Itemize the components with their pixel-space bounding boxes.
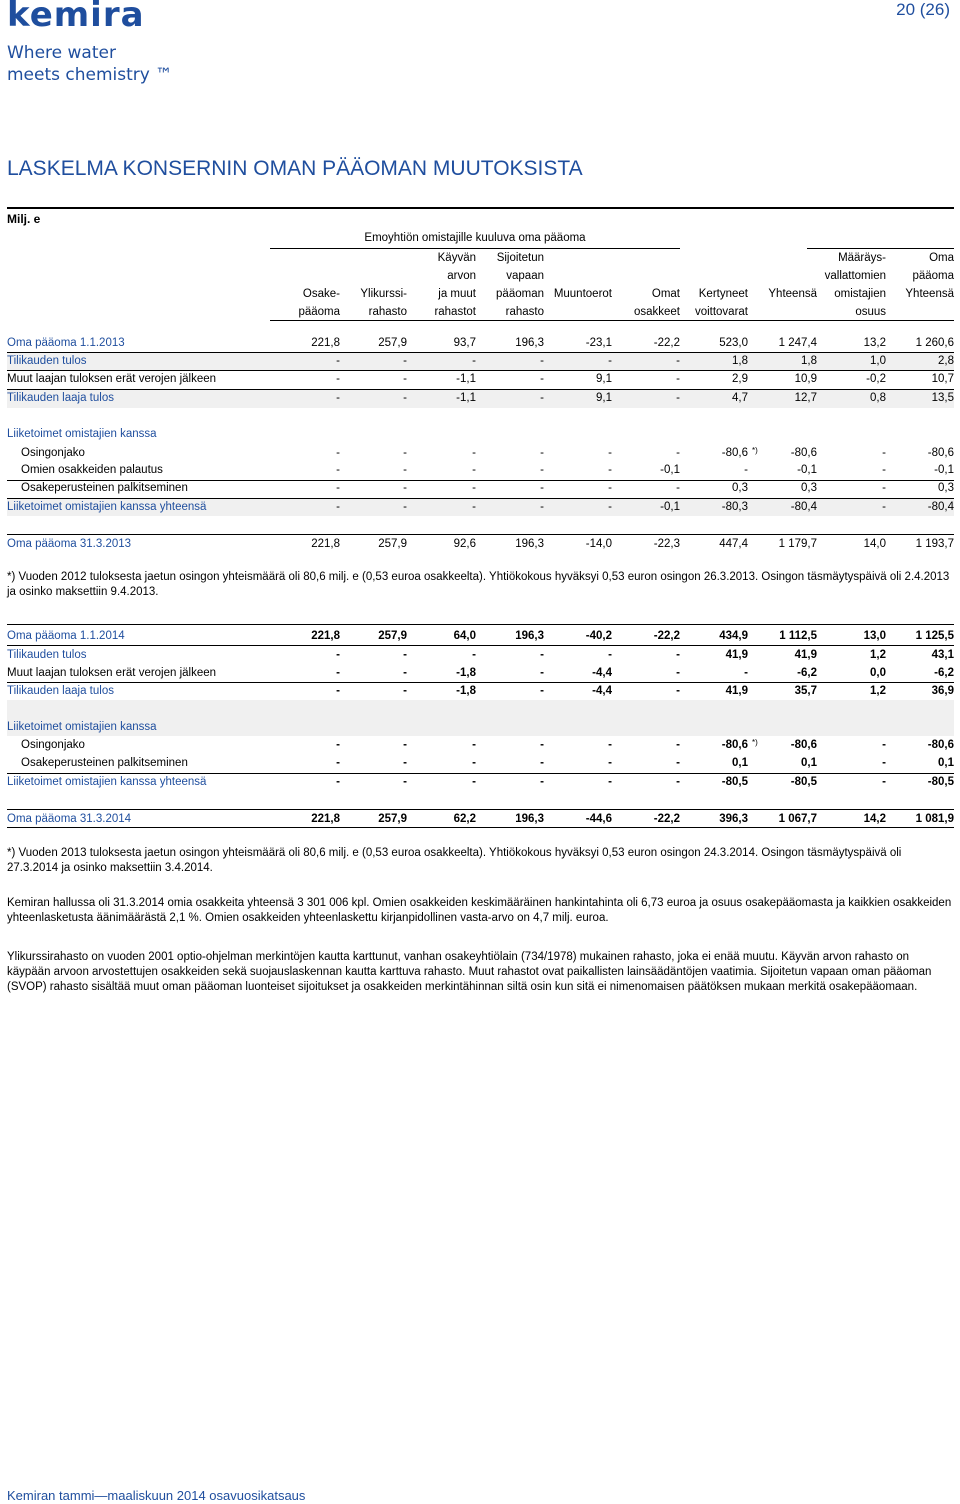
- table-row: [7, 754, 954, 772]
- cell-col-2: -: [403, 447, 407, 459]
- cell-col-1: -: [336, 776, 340, 788]
- cell-col-9: -: [882, 757, 886, 769]
- cell-col-7: 396,3: [719, 813, 748, 825]
- cell-col-6: -0,1: [660, 464, 680, 476]
- cell-col-7: -80,3: [721, 501, 748, 513]
- column-header-4-line-1: Sijoitetun: [496, 252, 544, 264]
- table-row: [7, 389, 954, 407]
- cell-col-6: -: [676, 649, 680, 661]
- cell-col-7: 0,1: [732, 757, 748, 769]
- cell-col-4: -: [540, 482, 544, 494]
- cell-col-4: -: [540, 685, 544, 697]
- cell-col-1: -: [336, 392, 340, 404]
- cell-col-8: 0,3: [801, 482, 817, 494]
- logo-tagline: [7, 42, 172, 86]
- cell-col-10: 2,8: [938, 355, 954, 367]
- row-label: Oma pääoma 31.3.2013: [7, 538, 132, 550]
- cell-col-6: -: [676, 667, 680, 679]
- cell-col-6: -: [676, 447, 680, 459]
- cell-col-6: -: [676, 757, 680, 769]
- cell-col-2: -: [403, 392, 407, 404]
- cell-col-1: 221,8: [311, 337, 340, 349]
- row-label: Liiketoimet omistajien kanssa: [7, 721, 157, 733]
- row-label: Liiketoimet omistajien kanssa: [7, 428, 157, 440]
- cell-col-5: -: [608, 739, 612, 751]
- cell-col-10: 1 081,9: [915, 813, 954, 825]
- cell-col-7: -: [744, 464, 748, 476]
- cell-col-1: 221,8: [311, 538, 340, 550]
- cell-col-10: 36,9: [931, 685, 954, 697]
- table-row: [7, 810, 954, 828]
- cell-col-1: -: [336, 447, 340, 459]
- cell-col-6: -: [676, 739, 680, 751]
- cell-col-5: -4,4: [592, 685, 612, 697]
- cell-col-9: 1,2: [870, 685, 886, 697]
- logo-wordmark: kemira: [7, 0, 145, 35]
- cell-col-10: -80,6: [927, 739, 954, 751]
- column-header-3-line-3: ja muut: [438, 288, 476, 300]
- cell-col-10: 10,7: [931, 373, 954, 385]
- cell-col-4: 196,3: [515, 538, 544, 550]
- row-label: Oma pääoma 1.1.2014: [7, 630, 125, 642]
- cell-col-8: -80,5: [790, 776, 817, 788]
- cell-col-4: 196,3: [515, 337, 544, 349]
- header-bottom-rule: [270, 320, 954, 321]
- cell-col-5: -: [608, 482, 612, 494]
- cell-col-3: -: [472, 649, 476, 661]
- row-label: Osakeperusteinen palkitseminen: [21, 757, 188, 769]
- table-row: [7, 479, 954, 497]
- cell-col-5: -: [608, 501, 612, 513]
- cell-col-4: -: [540, 373, 544, 385]
- cell-col-6: -: [676, 776, 680, 788]
- cell-col-6: -: [676, 355, 680, 367]
- cell-col-1: -: [336, 373, 340, 385]
- cell-col-10: 0,1: [938, 757, 954, 769]
- cell-col-1: -: [336, 649, 340, 661]
- row-label: Oma pääoma 1.1.2013: [7, 337, 125, 349]
- cell-col-8: 1 247,4: [778, 337, 817, 349]
- cell-col-6: -: [676, 482, 680, 494]
- cell-col-1: 221,8: [311, 630, 340, 642]
- column-header-6-line-3: Omat: [651, 288, 680, 300]
- column-header-2-line-3: Ylikurssi-: [360, 288, 407, 300]
- row-label: Muut laajan tuloksen erät verojen jälkeen: [7, 667, 217, 679]
- cell-col-9: 14,2: [863, 813, 886, 825]
- cell-col-1: -: [336, 685, 340, 697]
- cell-col-3: -: [472, 501, 476, 513]
- cell-col-5: -23,1: [585, 337, 612, 349]
- column-header-5-line-3: Muuntoerot: [553, 288, 612, 300]
- cell-col-7: 4,7: [732, 392, 748, 404]
- cell-col-3: -1,1: [456, 392, 476, 404]
- cell-col-3: -: [472, 482, 476, 494]
- cell-col-2: 257,9: [378, 630, 407, 642]
- cell-col-5: -44,6: [585, 813, 612, 825]
- row-label: Tilikauden tulos: [7, 649, 87, 661]
- cell-col-7: -80,6: [721, 739, 748, 751]
- cell-col-2: -: [403, 373, 407, 385]
- cell-col-9: 13,2: [863, 337, 886, 349]
- column-header-3-line-2: arvon: [447, 270, 476, 282]
- cell-col-5: -: [608, 757, 612, 769]
- cell-col-7: 447,4: [719, 538, 748, 550]
- cell-col-5: 9,1: [596, 373, 612, 385]
- table-row: [7, 498, 954, 516]
- cell-col-4: -: [540, 355, 544, 367]
- cell-col-8: -80,6: [790, 739, 817, 751]
- cell-col-8: -80,6: [790, 447, 817, 459]
- cell-col-10: -6,2: [934, 667, 954, 679]
- table-row: [7, 444, 954, 462]
- cell-col-1: -: [336, 739, 340, 751]
- cell-col-3: -: [472, 739, 476, 751]
- cell-col-3: -1,8: [456, 667, 476, 679]
- cell-col-8: 1,8: [801, 355, 817, 367]
- cell-col-3: -: [472, 464, 476, 476]
- cell-col-9: -: [882, 776, 886, 788]
- cell-col-5: -4,4: [592, 667, 612, 679]
- row-label: Liiketoimet omistajien kanssa yhteensä: [7, 501, 207, 513]
- cell-col-6: -22,3: [653, 538, 680, 550]
- footnote-marker: *): [752, 738, 758, 747]
- cell-col-3: -: [472, 447, 476, 459]
- cell-col-5: -: [608, 776, 612, 788]
- table-row: [7, 370, 954, 388]
- cell-col-1: -: [336, 757, 340, 769]
- cell-col-3: -1,8: [456, 685, 476, 697]
- cell-col-1: -: [336, 482, 340, 494]
- cell-col-3: -: [472, 776, 476, 788]
- cell-col-9: 14,0: [863, 538, 886, 550]
- cell-col-7: 2,9: [732, 373, 748, 385]
- cell-col-4: -: [540, 501, 544, 513]
- cell-col-4: -: [540, 447, 544, 459]
- table-row: [7, 773, 954, 791]
- tagline-line1: Where water: [7, 43, 116, 63]
- row-label: Tilikauden tulos: [7, 355, 87, 367]
- cell-col-6: -: [676, 392, 680, 404]
- cell-col-2: 257,9: [378, 337, 407, 349]
- column-header-2-line-4: rahasto: [368, 306, 407, 318]
- cell-col-2: -: [403, 501, 407, 513]
- cell-col-2: -: [403, 739, 407, 751]
- cell-col-9: -: [882, 447, 886, 459]
- cell-col-2: -: [403, 685, 407, 697]
- cell-col-7: 41,9: [725, 649, 748, 661]
- cell-col-9: 1,2: [870, 649, 886, 661]
- cell-col-9: -: [882, 482, 886, 494]
- cell-col-3: 93,7: [453, 337, 476, 349]
- cell-col-10: 43,1: [931, 649, 954, 661]
- column-header-9-line-1: Määräys-: [838, 252, 886, 264]
- cell-col-8: -6,2: [797, 667, 817, 679]
- table-row: [7, 535, 954, 553]
- column-header-7-line-3: Kertyneet: [698, 288, 748, 300]
- cell-col-8: 1 067,7: [778, 813, 817, 825]
- cell-col-8: -0,1: [797, 464, 817, 476]
- cell-col-7: 41,9: [725, 685, 748, 697]
- table-row: [7, 736, 954, 754]
- table-row: [7, 334, 954, 352]
- cell-col-1: -: [336, 355, 340, 367]
- cell-col-9: -0,2: [866, 373, 886, 385]
- row-label: Tilikauden laaja tulos: [7, 685, 114, 697]
- cell-col-10: -80,6: [927, 447, 954, 459]
- column-header-9-line-3: omistajien: [834, 288, 886, 300]
- column-header-6-line-4: osakkeet: [633, 306, 680, 318]
- cell-col-10: -80,4: [927, 501, 954, 513]
- cell-col-1: -: [336, 667, 340, 679]
- cell-col-7: -80,5: [721, 776, 748, 788]
- cell-col-8: 0,1: [801, 757, 817, 769]
- cell-col-7: 0,3: [732, 482, 748, 494]
- table-row: [7, 664, 954, 682]
- cell-col-1: -: [336, 464, 340, 476]
- cell-col-5: -: [608, 355, 612, 367]
- cell-col-6: -: [676, 685, 680, 697]
- cell-col-7: 523,0: [719, 337, 748, 349]
- cell-col-3: -: [472, 355, 476, 367]
- row-label: Osingonjako: [21, 739, 85, 751]
- kemira-logo: [7, 0, 172, 86]
- cell-col-2: 257,9: [378, 538, 407, 550]
- cell-col-3: -1,1: [456, 373, 476, 385]
- column-header-1-line-4: pääoma: [298, 306, 340, 318]
- cell-col-6: -22,2: [653, 337, 680, 349]
- footnote-marker: *): [752, 446, 758, 455]
- cell-col-10: 0,3: [938, 482, 954, 494]
- cell-col-4: -: [540, 667, 544, 679]
- column-header-7-line-4: voittovarat: [694, 306, 748, 318]
- table-row: [7, 627, 954, 645]
- table-row: [7, 682, 954, 700]
- cell-col-3: -: [472, 757, 476, 769]
- cell-col-8: 10,9: [794, 373, 817, 385]
- paragraph-own-shares: Kemiran hallussa oli 31.3.2014 omia osakkeita yhteensä 3 301 006 kpl. Omien osakkeiden keskimääräinen hankintahinta oli 6,73 euroa ja osuus osakepääomasta ja kaikkien osakkeiden yhteenlasketusta äänimäärästä 2,1 %. Omien osakkeiden yhteenlaskettu kirjanpidollinen vasta-arvo on 4,7 milj. euroa.: [7, 897, 952, 924]
- cell-col-7: -: [744, 667, 748, 679]
- cell-col-9: 0,8: [870, 392, 886, 404]
- cell-col-2: -: [403, 482, 407, 494]
- row-label: Omien osakkeiden palautus: [21, 464, 163, 476]
- tagline-line2: meets chemistry ™: [7, 65, 173, 85]
- column-header-10-line-3: Yhteensä: [905, 288, 954, 300]
- row-label: Liiketoimet omistajien kanssa yhteensä: [7, 776, 207, 788]
- cell-col-10: 1 260,6: [915, 337, 954, 349]
- cell-col-4: -: [540, 649, 544, 661]
- cell-col-7: 1,8: [732, 355, 748, 367]
- cell-col-9: -: [882, 464, 886, 476]
- cell-col-10: 1 193,7: [915, 538, 954, 550]
- cell-col-8: 1 179,7: [778, 538, 817, 550]
- cell-col-2: -: [403, 757, 407, 769]
- note-2014: *) Vuoden 2013 tuloksesta jaetun osingon yhteismäärä oli 80,6 milj. e (0,53 euroa osakkeelta). Yhtiökokous hyväksyi 0,53 euron osingon 24.3.2014. Osingon täsmäytyspäivä oli 27.3.2014 ja osinko maksettiin 3.4.2014.: [7, 847, 902, 874]
- cell-col-8: 41,9: [794, 649, 817, 661]
- cell-col-8: 12,7: [794, 392, 817, 404]
- page-number: 20 (26): [896, 0, 950, 19]
- cell-col-10: -80,5: [927, 776, 954, 788]
- cell-col-10: 13,5: [931, 392, 954, 404]
- cell-col-5: 9,1: [596, 392, 612, 404]
- cell-col-6: -: [676, 373, 680, 385]
- column-header-9-line-2: vallattomien: [824, 270, 886, 282]
- column-header-9-line-4: osuus: [855, 306, 886, 318]
- table-row: [7, 718, 954, 736]
- cell-col-3: 92,6: [453, 538, 476, 550]
- cell-col-10: 1 125,5: [915, 630, 954, 642]
- table-row: [7, 646, 954, 664]
- cell-col-7: -80,6: [721, 447, 748, 459]
- cell-col-6: -0,1: [660, 501, 680, 513]
- cell-col-9: 13,0: [863, 630, 886, 642]
- cell-col-5: -: [608, 464, 612, 476]
- cell-col-5: -14,0: [585, 538, 612, 550]
- cell-col-4: -: [540, 739, 544, 751]
- footer-text: Kemiran tammi—maaliskuun 2014 osavuosikatsaus: [7, 1488, 306, 1503]
- cell-col-2: -: [403, 649, 407, 661]
- cell-col-4: 196,3: [515, 630, 544, 642]
- cell-col-4: -: [540, 757, 544, 769]
- cell-col-2: -: [403, 776, 407, 788]
- cell-col-1: -: [336, 501, 340, 513]
- row-label: Muut laajan tuloksen erät verojen jälkeen: [7, 373, 217, 385]
- column-header-4-line-2: vapaan: [506, 270, 544, 282]
- column-header-10-line-2: pääoma: [912, 270, 954, 282]
- page-title: LASKELMA KONSERNIN OMAN PÄÄOMAN MUUTOKSISTA: [7, 157, 583, 180]
- paragraph-funds: Ylikurssirahasto on vuoden 2001 optio-ohjelman merkintöjen kautta karttunut, vanhan osakeyhtiölain (734/1978) mukainen rahasto, joka ei enää muutu. Käyvän arvon rahasto on käypään arvoon arvostettujen osakkeiden sekä suojauslaskennan kautta karttuva rahasto. Muut rahastot ovat paikallisten lainsäädäntöjen vaatimia. Sijoitetun vapaan oman pääoman (SVOP) rahasto sisältää muut oman pääoman luonteiset sijoitukset ja osakkeiden merkintähinnan siltä osin kun sitä ei nimenomaisen päätöksen mukaan merkitä osakepääomaan.: [7, 951, 932, 993]
- cell-col-2: -: [403, 355, 407, 367]
- cell-col-5: -40,2: [585, 630, 612, 642]
- title-rule: [7, 207, 954, 209]
- column-header-3-line-4: rahastot: [434, 306, 476, 318]
- cell-col-4: 196,3: [515, 813, 544, 825]
- cell-col-5: -: [608, 447, 612, 459]
- row-rule: [7, 624, 954, 625]
- cell-col-9: -: [882, 739, 886, 751]
- row-label: Osingonjako: [21, 447, 85, 459]
- cell-col-8: 1 112,5: [779, 630, 817, 642]
- note-2013: *) Vuoden 2012 tuloksesta jaetun osingon yhteismäärä oli 80,6 milj. e (0,53 euroa osakkeelta). Yhtiökokous hyväksyi 0,53 euron osingon 26.3.2013. Osingon täsmäytyspäivä oli 2.4.2013 ja osinko maksettiin 9.4.2013.: [7, 571, 950, 598]
- cell-col-2: 257,9: [378, 813, 407, 825]
- group-header: Emoyhtiön omistajille kuuluva oma pääoma: [364, 232, 586, 244]
- cell-col-8: 35,7: [794, 685, 817, 697]
- table-row: [7, 352, 954, 370]
- unit-label: Milj. e: [7, 212, 41, 226]
- table-row: [7, 425, 954, 443]
- cell-col-4: -: [540, 464, 544, 476]
- column-header-10-line-1: Oma: [929, 252, 954, 264]
- cell-col-9: 0,0: [870, 667, 886, 679]
- cell-col-4: -: [540, 392, 544, 404]
- cell-col-3: 62,2: [453, 813, 476, 825]
- cell-col-7: 434,9: [719, 630, 748, 642]
- cell-col-10: -0,1: [934, 464, 954, 476]
- cell-col-2: -: [403, 464, 407, 476]
- cell-col-4: -: [540, 776, 544, 788]
- cell-col-3: 64,0: [453, 630, 476, 642]
- cell-col-2: -: [403, 667, 407, 679]
- cell-col-9: -: [882, 501, 886, 513]
- cell-col-5: -: [608, 649, 612, 661]
- cell-col-1: 221,8: [311, 813, 340, 825]
- row-label: Tilikauden laaja tulos: [7, 392, 114, 404]
- column-header-1-line-3: Osake-: [302, 288, 340, 300]
- cell-col-6: -22,2: [653, 630, 680, 642]
- cell-col-6: -22,2: [653, 813, 680, 825]
- table-row: [7, 461, 954, 479]
- cell-col-9: 1,0: [870, 355, 886, 367]
- row-label: Osakeperusteinen palkitseminen: [21, 482, 188, 494]
- row-label: Oma pääoma 31.3.2014: [7, 813, 132, 825]
- column-header-8-line-3: Yhteensä: [768, 288, 817, 300]
- column-header-4-line-3: pääoman: [496, 288, 544, 300]
- cell-col-8: -80,4: [790, 501, 817, 513]
- column-header-4-line-4: rahasto: [505, 306, 544, 318]
- column-header-3-line-1: Käyvän: [437, 252, 476, 264]
